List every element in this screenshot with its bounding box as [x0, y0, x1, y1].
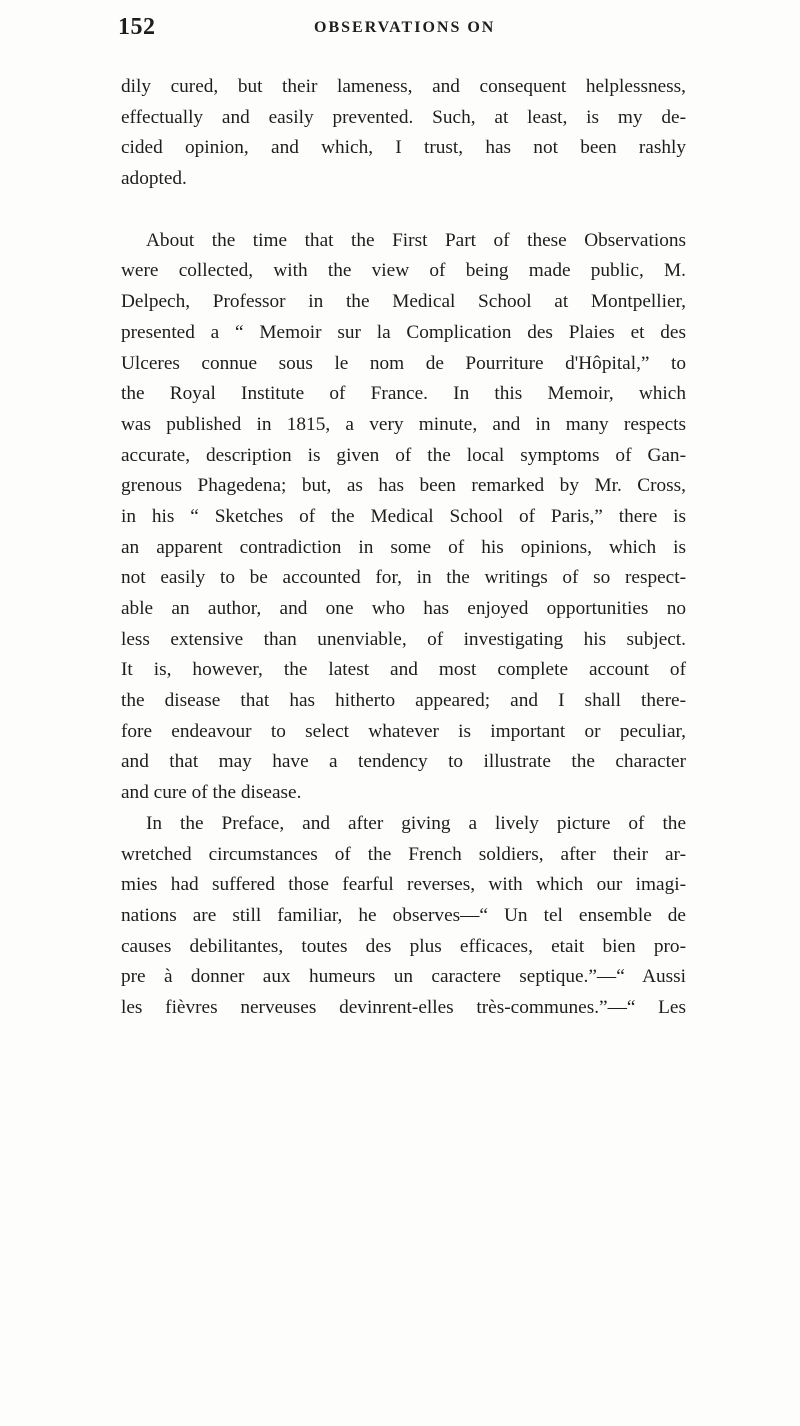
body-text: [121, 72, 686, 1024]
text-line: dily cured, but their lameness, and consequent helplessness,: [121, 76, 686, 97]
text-line: the disease that has hitherto appeared; and I shall there-: [121, 690, 686, 712]
text-line: in his “ Sketches of the Medical School of Paris,” there is: [121, 505, 686, 527]
text-line: Ulceres connue sous le nom de Pourriture d'Hôpital,” to: [121, 352, 686, 374]
text-line: causes debilitantes, toutes des plus efficaces, etait bien pro-: [121, 935, 686, 957]
text-line: adopted.: [121, 168, 187, 190]
running-title: OBSERVATIONS ON: [314, 19, 496, 36]
text-line: and that may have a tendency to illustrate the character: [121, 751, 686, 773]
page-number: 152: [118, 14, 156, 40]
text-line: able an author, and one who has enjoyed opportunities no: [121, 598, 686, 619]
paragraph-2: [121, 226, 686, 809]
text-line: wretched circumstances of the French soldiers, after their ar-: [121, 843, 686, 865]
text-line: an apparent contradiction in some of his opinions, which is: [121, 536, 686, 558]
text-line: fore endeavour to select whatever is important or peculiar,: [121, 720, 686, 742]
text-line: the Royal Institute of France. In this Memoir, which: [121, 383, 686, 405]
paragraph-3: [121, 809, 686, 1024]
text-line: About the time that the First Part of these Observations: [146, 229, 686, 251]
running-head: [118, 14, 678, 48]
text-line: nations are still familiar, he observes—“ Un tel ensemble de: [121, 904, 686, 926]
text-line: grenous Phagedena; but, as has been remarked by Mr. Cross,: [121, 475, 686, 497]
text-line: les fièvres nerveuses devinrent-elles très-communes.”—“ Les: [121, 996, 686, 1018]
text-line: cided opinion, and which, I trust, has not been rashly: [121, 137, 686, 159]
text-line: It is, however, the latest and most complete account of: [121, 659, 686, 681]
text-line: was published in 1815, a very minute, and in many respects: [121, 413, 686, 435]
paragraph-1: [121, 72, 686, 195]
text-line: and cure of the disease.: [121, 782, 302, 804]
text-line: mies had suffered those fearful reverses, with which our imagi-: [121, 874, 686, 896]
text-line: presented a “ Memoir sur la Complication des Plaies et des: [121, 321, 686, 343]
text-line: In the Preface, and after giving a lively picture of the: [146, 812, 686, 834]
text-line: were collected, with the view of being made public, M.: [121, 260, 686, 282]
text-line: less extensive than unenviable, of investigating his subject.: [121, 628, 686, 650]
text-line: pre à donner aux humeurs un caractere septique.”—“ Aussi: [121, 966, 686, 988]
text-line: Delpech, Professor in the Medical School at Montpellier,: [121, 291, 686, 313]
text-line: not easily to be accounted for, in the writings of so respect-: [121, 567, 686, 589]
text-line: effectually and easily prevented. Such, at least, is my de-: [121, 106, 686, 128]
text-line: accurate, description is given of the local symptoms of Gan-: [121, 444, 686, 466]
